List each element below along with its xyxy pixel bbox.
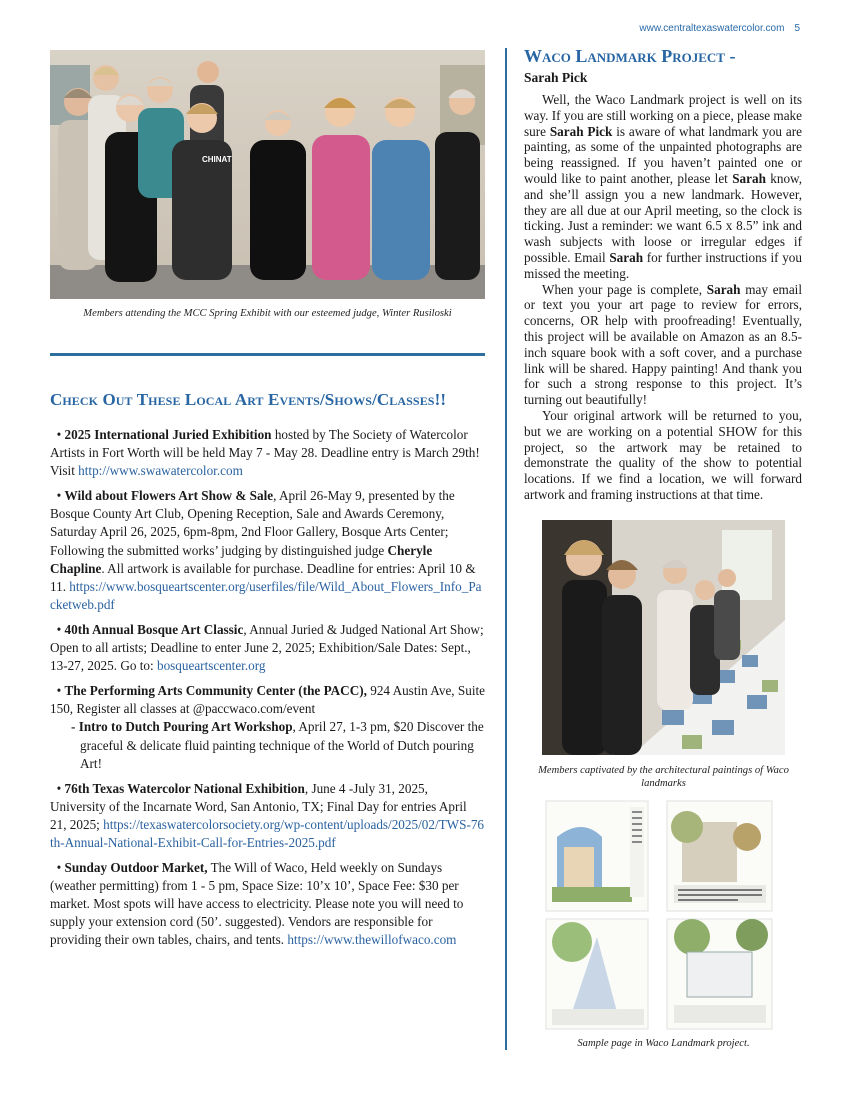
text-run: Well, the Waco Landmark project is well on its way. If you are still working on a piece, please make sure (524, 92, 802, 139)
bullet: • (56, 780, 62, 796)
event-text: hosted by The Society of Watercolor Artists in Fort Worth will be held May 7 - May 28. Deadline entry is March 29th! Visit (50, 427, 480, 479)
event-item (50, 426, 485, 480)
event-text: 924 Austin Ave, Suite 150, Register all classes at @paccwaco.com/event (50, 683, 486, 717)
name-bold: Sarah (609, 249, 644, 265)
event-link[interactable]: https://texaswatercolorsociety.org/wp-content/uploads/2025/02/TWS-76th-Annual-National-Exhibit-Call-for-Entries-2025.pdf (50, 816, 485, 850)
event-item (50, 780, 485, 852)
event-title: Wild about Flowers Art Show & Sale (64, 488, 274, 504)
site-url[interactable]: www.centraltexaswatercolor.com (639, 23, 785, 34)
section-divider (50, 353, 485, 356)
article-paragraph (524, 92, 802, 282)
shirt-text: CHINAT (202, 155, 232, 164)
workshop-text: , April 27, 1-3 pm, $20 Discover the graceful & delicate fluid painting technique of the World of Dutch pouring Art! (80, 719, 484, 771)
event-link[interactable]: https://www.bosqueartscenter.org/userfiles/file/Wild_About_Flowers_Info_Packetweb.pdf (50, 578, 482, 612)
event-link[interactable]: https://www.thewillofwaco.com (287, 932, 457, 948)
event-text: The Will of Waco, Held weekly on Sundays (weather permitting) from 1 - 5 pm, Space Size: 10’x 10’, Space Fee: $30 per market. Most spots will have access to electricity. Please note you will need to supply your extension cord (50’. suggested). Vendors are responsible for providing their own tables, chairs, and tents. (50, 860, 464, 948)
landmark-article (524, 92, 802, 503)
landmark-author: Sarah Pick (524, 70, 588, 85)
sample-page-image (542, 797, 776, 1031)
event-title: 76th Texas Watercolor National Exhibition (64, 780, 305, 796)
group-photo-image (50, 50, 485, 299)
event-item (50, 859, 485, 949)
workshop-item (50, 718, 485, 772)
column-divider (505, 48, 507, 1050)
bullet: • (56, 683, 62, 699)
event-text: , June 4 -July 31, 2025, University of the Incarnate Word, San Antonio, TX; Final Day for entries April 21, 2025; (50, 780, 467, 832)
group-photo-caption: Members attending the MCC Spring Exhibit with our esteemed judge, Winter Rusiloski (83, 308, 452, 319)
event-item (50, 487, 485, 614)
page-number: 5 (794, 23, 800, 34)
viewing-photo-caption: Members captivated by the architectural paintings of Waco landmarks (538, 765, 789, 789)
event-link[interactable]: bosqueartscenter.org (156, 658, 266, 674)
bullet: • (56, 621, 62, 637)
bullet: • (56, 860, 62, 876)
event-title: 40th Annual Bosque Art Classic (64, 621, 244, 637)
event-title: Sunday Outdoor Market, (64, 860, 208, 876)
viewing-photo (542, 520, 785, 755)
name-bold: Sarah (706, 281, 741, 297)
sample-page-caption: Sample page in Waco Landmark project. (577, 1038, 750, 1049)
name-bold: Sarah Pick (549, 123, 613, 139)
bullet: • (56, 427, 62, 442)
judge-name: Cheryle Chapline (50, 542, 433, 576)
landmark-title: Waco Landmark Project - (524, 46, 736, 66)
event-title: The Performing Arts Community Center (the PACC), (64, 683, 367, 699)
events-section-title: Check Out These Local Art Events/Shows/Classes!! (50, 390, 447, 409)
event-item (50, 682, 485, 772)
text-run: know, and she’ll assign you a new landmark. However, they are all due at our April meeting, so the clock is ticking. Just a reminder: we want 6.5 x 8.5” ink and wash subjects with loose or irregular edges if possible. Email (524, 170, 803, 265)
article-paragraph: Your original artwork will be returned to you, but we are working on a potential SHOW for this project, so the artwork may be retained to demonstrate the quality of the show to potential locations. If we find a location, we will forward artwork and framing instructions at that time. (524, 407, 802, 502)
viewing-photo-image (542, 520, 785, 755)
event-link[interactable]: http://www.swawatercolor.com (78, 463, 243, 479)
events-list (50, 426, 485, 957)
event-text: , April 26-May 9, presented by the Bosque County Art Club, Opening Reception, Sale and Awards Ceremony, Saturday April 26, 2025, 6pm-8pm, 2nd Floor Gallery, Bosque Arts Center; Following the submitted works’ judging by distinguished judge (50, 488, 455, 558)
name-bold: Sarah (732, 170, 766, 186)
event-text: . All artwork is available for purchase. Deadline for entries: April 10 & 11. (50, 560, 476, 594)
page-header (639, 23, 800, 34)
sample-page-illustration (542, 797, 776, 1031)
text-run: When your page is complete, (542, 281, 707, 297)
workshop-title: - Intro to Dutch Pouring Art Workshop (71, 719, 293, 735)
group-photo (50, 50, 485, 299)
event-text: , Annual Juried & Judged National Art Show; Open to all artists; Deadline to enter June 2, 2025; Exhibition/Sale Dates: Sept., 13-27, 2025. Go to: (50, 621, 484, 674)
text-run: is aware of what landmark you are painting, as some of the unpainted photographs are being reassigned. If you haven’t painted one or would like to paint another, please let (524, 123, 802, 186)
text-run: may email or text you your art page to review for errors, concerns, OR help with proofreading! Eventually, this project will be available on Amazon as an 8.5-inch square book with a soft cover, and a purchase link will be shared. Happy painting! And thank you for such a strong response to this project. It’s turning out beautifully! (524, 281, 802, 408)
event-item (50, 621, 485, 675)
bullet: • (56, 488, 62, 504)
article-paragraph (524, 282, 802, 408)
text-run: for further instructions if you missed the meeting. (524, 249, 802, 281)
event-title: 2025 International Juried Exhibition (64, 427, 272, 442)
